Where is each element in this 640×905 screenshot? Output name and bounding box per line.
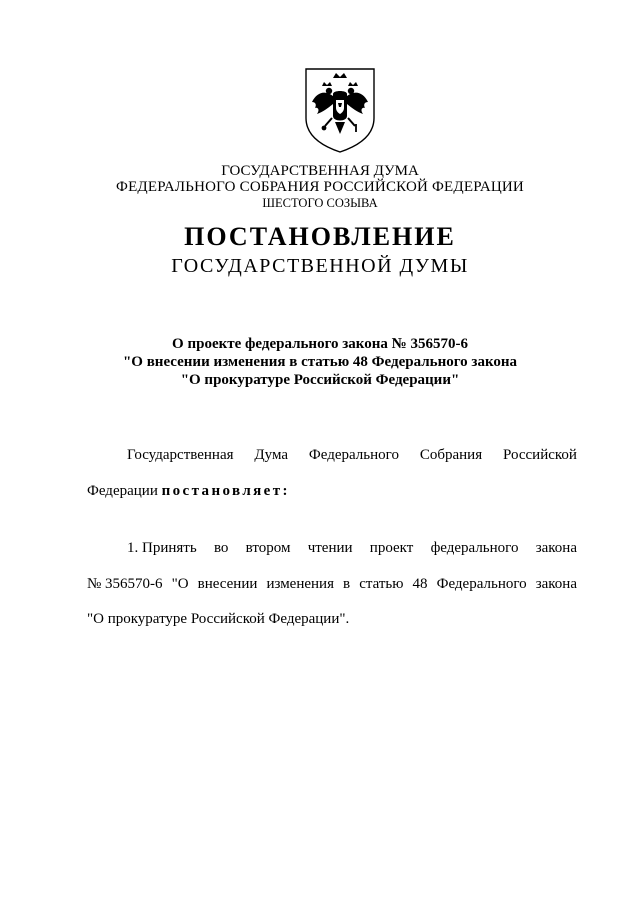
document-subject-line-3: "О прокуратуре Российской Федерации"	[180, 372, 460, 388]
russian-coat-of-arms-icon	[303, 66, 377, 154]
item-word: в	[343, 576, 351, 592]
item-word: федерального	[430, 540, 519, 556]
preamble-line-2	[87, 483, 290, 500]
resolution-item-line-3: "О прокуратуре Российской Федерации".	[87, 611, 350, 627]
resolution-verb: постановляет:	[161, 483, 290, 499]
preamble-word: Федерального	[308, 447, 399, 463]
convocation: ШЕСТОГО СОЗЫВА	[262, 196, 378, 210]
organization-name: ГОСУДАРСТВЕННАЯ ДУМА	[221, 163, 419, 179]
item-word: чтении	[307, 540, 353, 556]
item-word: изменения	[266, 576, 334, 592]
item-word: 48	[412, 576, 428, 592]
document-issuer: ГОСУДАРСТВЕННОЙ ДУМЫ	[171, 255, 469, 277]
item-word: "О	[171, 576, 189, 592]
item-word: Федерального	[436, 576, 527, 592]
item-word: внесении	[197, 576, 258, 592]
document-subject-line-1: О проекте федерального закона № 356570-6	[172, 336, 468, 352]
preamble-word: Федерации	[87, 483, 158, 499]
preamble-word: Дума	[254, 447, 289, 463]
preamble-word: Собрания	[419, 447, 483, 463]
document-type: ПОСТАНОВЛЕНИЕ	[184, 222, 456, 251]
preamble-line-1	[127, 447, 577, 464]
item-word: во	[213, 540, 229, 556]
preamble-word: Государственная	[127, 447, 234, 463]
item-word: втором	[245, 540, 291, 556]
resolution-item-line-1	[127, 540, 577, 557]
item-word: проект	[369, 540, 414, 556]
resolution-item-line-2	[87, 576, 577, 593]
document-subject-line-2: "О внесении изменения в статью 48 Федерального закона	[122, 354, 518, 370]
preamble-word: Российской	[503, 447, 577, 463]
item-word: статью	[359, 576, 404, 592]
item-word: закона	[535, 576, 577, 592]
item-word: закона	[535, 540, 577, 556]
organization-parliament: ФЕДЕРАЛЬНОГО СОБРАНИЯ РОССИЙСКОЙ ФЕДЕРАЦИИ	[116, 179, 524, 195]
item-word: 1. Принять	[127, 540, 197, 556]
item-word: № 356570-6	[87, 576, 163, 592]
